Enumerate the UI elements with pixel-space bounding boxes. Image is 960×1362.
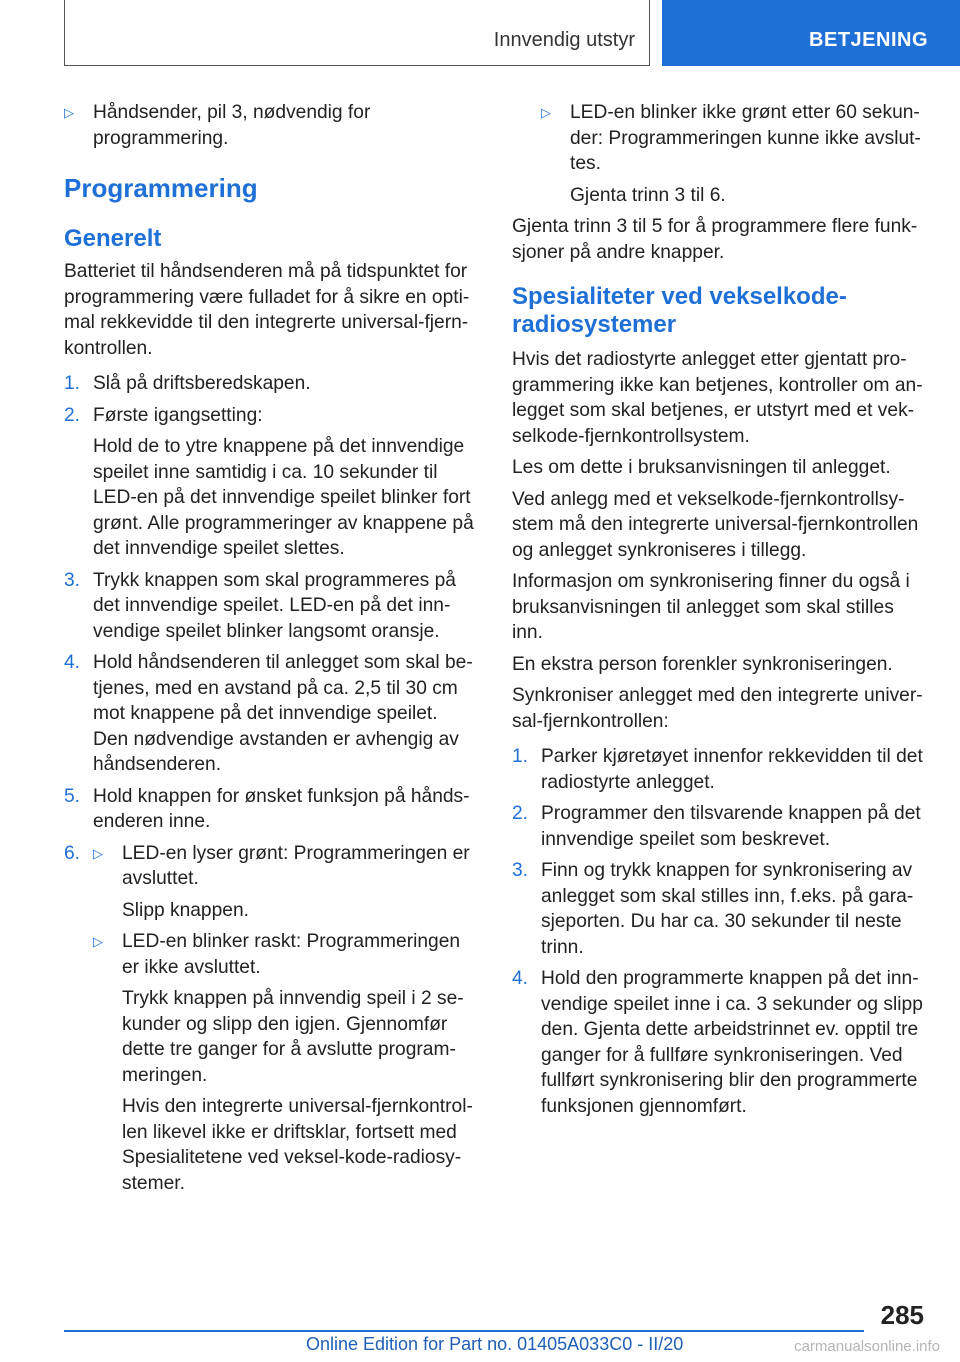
- paragraph: Synkroniser anlegget med den integrerte universal-fjernkontrollen:: [512, 685, 923, 732]
- footer-watermark: carmanualsonline.info: [794, 1338, 940, 1355]
- triangle-bullet-icon: ▷: [64, 105, 74, 120]
- page-number: 285: [880, 1300, 924, 1330]
- footer-edition: Online Edition for Part no. 01405A033C0 - II/20: [306, 1334, 684, 1354]
- paragraph: Ved anlegg med et vekselkode-fjernkontrollsystem må den integrerte universal-fjernkontrollen og anlegget synkroniseres i tillegg.: [512, 488, 919, 561]
- step-4: 4. Hold den programmerte knappen på det innvendige speilet inne i ca. 3 sekunder og slipp den. Gjenta dette arbeidstrinnet ev. opptil tre ganger for å fullføre synkroniseringen. Ved fullført synkronisering blir den programmerte funksjonen gjennomført.: [512, 968, 923, 1117]
- list-item: ▷ LED-en blinker raskt: Programmeringen er ikke avsluttet.: [93, 931, 461, 978]
- section-title: BETJENING: [809, 29, 928, 51]
- step-1: 1. Parker kjøretøyet innenfor rekkevidden til det radiostyrte anlegget.: [512, 746, 923, 793]
- step-5: 5. Hold knappen for ønsket funksjon på håndsenderen inne.: [64, 785, 470, 832]
- step-1: 1. Slå på driftsberedskapen.: [64, 373, 311, 394]
- paragraph: Gjenta trinn 3 til 5 for å programmere flere funksjoner på andre knapper.: [512, 216, 918, 263]
- triangle-bullet-icon: ▷: [93, 934, 103, 949]
- right-column: ▷ LED-en blinker ikke grønt etter 60 sekunder: Programmeringen kunne ikke avsluttes. Gjenta trinn 3 til 6. Gjenta trinn 3 til 5 for å programmere flere funksjoner på andre knapper. Spesialiteter ved vekselkode-radiosystemer Hvis det radiostyrte anlegget etter gjentatt programmering ikke kan betjenes, kontroller om anlegget som skal betjenes, er utstyrt med et vekselkode-fjernkontrollsystem. Les om dette i bruksanvisningen til anlegget. Ved anlegg med et vekselkode-fjernkontrollsystem må den integrerte universal-fjernkontrollen og anlegget synkroniseres i tillegg. Informasjon om synkronisering finner du også i bruksanvisningen til anlegget som skal stilles inn. En ekstra person forenkler synkroniseringen. Synkroniser anlegget med den integrerte universal-fjernkontrollen: 1. Parker kjøretøyet innenfor rekkevidden til det radiostyrte anlegget. 2. Programmer den tilsvarende knappen på det innvendige speilet som beskrevet. 3. Finn og trykk knappen for synkronisering av anlegget som skal stilles inn, f.eks. på garasjeporten. Du har ca. 30 sekunder til neste trinn. 4. Hold den programmerte knappen på det innvendige speilet inne i ca. 3 sekunder og slipp den. Gjenta dette arbeidstrinnet ev. opptil tre ganger for å fullføre synkroniseringen. Ved fullført synkronisering blir den programmerte funksjonen gjennomført.: [512, 100, 926, 1125]
- step-3: 3. Trykk knappen som skal programmeres på det innvendige speilet. LED-en på det innvendige speilet blinker langsomt oransje.: [64, 569, 456, 642]
- paragraph: Informasjon om synkronisering finner du også i bruksanvisningen til anlegget som skal stilles inn.: [512, 571, 910, 643]
- paragraph: Les om dette i bruksanvisningen til anlegget.: [512, 457, 891, 478]
- header-section-tab: [662, 0, 960, 66]
- chapter-title: Innvendig utstyr: [493, 29, 635, 51]
- triangle-bullet-icon: ▷: [93, 845, 103, 861]
- footer-divider: [64, 1330, 864, 1332]
- heading-spesialiteter: Spesialiteter ved vekselkode-radiosystemer: [512, 283, 847, 338]
- subheading-generelt: Generelt: [64, 225, 162, 252]
- paragraph: Hvis det radiostyrte anlegget etter gjentatt programmering ikke kan betjenes, kontroller om anlegget som skal betjenes, er utstyrt med et vekselkode-fjernkontrollsystem.: [512, 349, 923, 447]
- triangle-bullet-icon: ▷: [541, 105, 551, 120]
- step-2: 2. Programmer den tilsvarende knappen på det innvendige speilet som beskrevet.: [512, 803, 921, 850]
- left-column: [64, 100, 478, 1202]
- heading-programmering: Programmering: [64, 173, 258, 203]
- list-item: ▷ Håndsender, pil 3, nødvendig for programmering.: [64, 102, 371, 149]
- step-2-detail: Hold de to ytre knappene på det innvendige speilet inne samtidig i ca. 10 sekunder til LED-en på det innvendige speilet blinker fort grønt. Alle programmeringer av knappene på det innvendige speilet slettes.: [93, 436, 474, 559]
- step-4: 4. Hold håndsenderen til anlegget som skal betjenes, med en avstand på ca. 2,5 til 30 cm mot knappene på det innvendige speilet. Den nødvendige avstanden er avhengig av håndsenderen.: [64, 652, 473, 775]
- header-chapter-box: [64, 0, 650, 66]
- paragraph: En ekstra person forenkler synkroniseringen.: [512, 653, 893, 675]
- list-item: ▷ LED-en blinker ikke grønt etter 60 sekunder: Programmeringen kunne ikke avsluttes.: [541, 102, 921, 174]
- step-6: 6. ▷ LED-en lyser grønt: Programmeringen er avsluttet. Slipp knappen. ▷ LED-en blinker raskt: Programmeringen er ikke avsluttet. Trykk knappen på innvendig speil i 2 sekunder og slipp den igjen. Gjennomfør dette tre ganger for å avslutte programmeringen. Hvis den integrerte universal-fjernkontrollen likevel ikke er driftsklar, fortsett med Spesialitetene ved veksel-kode-radiosystemer.: [64, 841, 478, 1197]
- list-item: ▷ LED-en lyser grønt: Programmeringen er avsluttet.: [93, 842, 470, 889]
- step-2: 2. Første igangsetting:: [64, 404, 263, 426]
- step-3: 3. Finn og trykk knappen for synkronisering av anlegget som skal stilles inn, f.eks. på garasjeporten. Du har ca. 30 sekunder til neste trinn.: [512, 860, 914, 958]
- paragraph: Batteriet til håndsenderen må på tidspunktet for programmering være fulladet for å sikre en optimal rekkevidde til den integrerte universal-fjernkontrollen.: [64, 261, 470, 359]
